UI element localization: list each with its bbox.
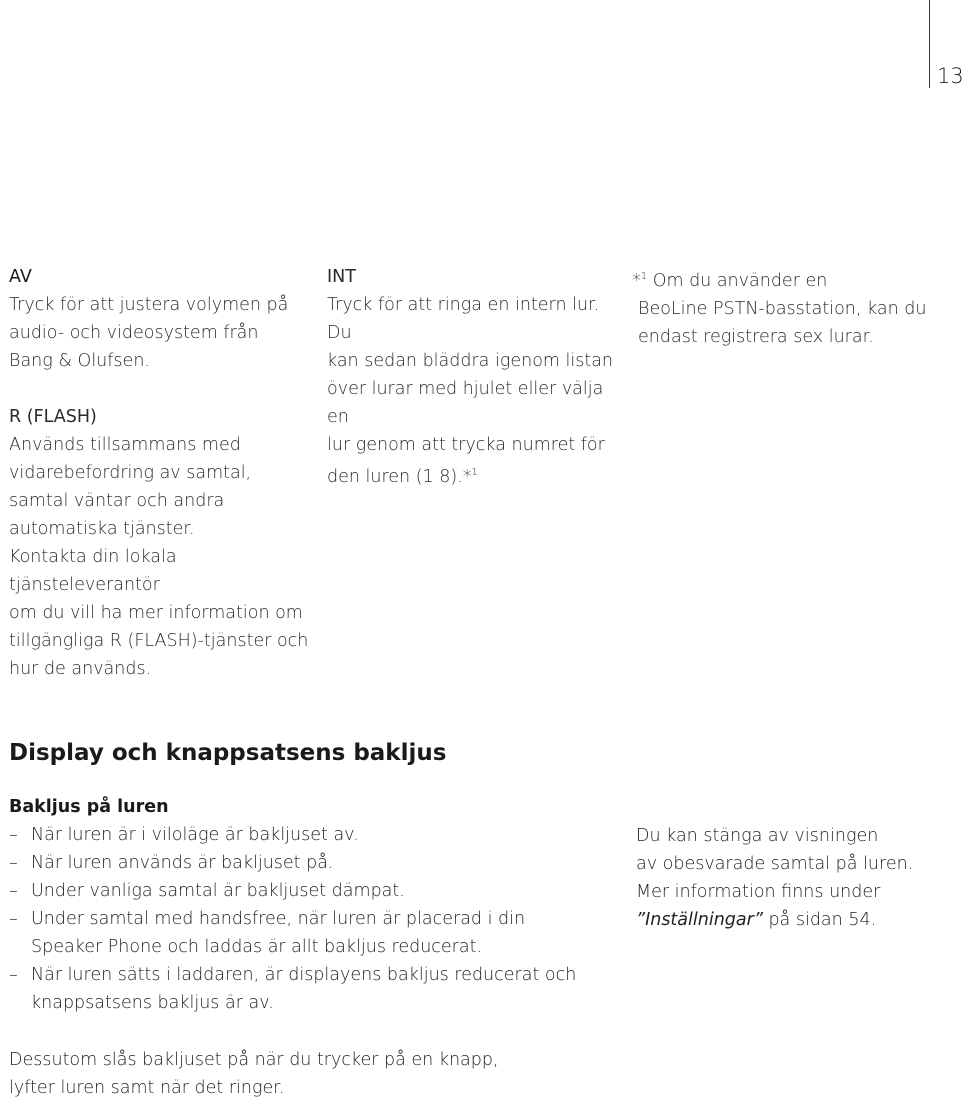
list-item: – Under vanliga samtal är bakljuset dämpat. <box>9 877 609 905</box>
page-number: 13 <box>937 64 964 88</box>
int-line: kan sedan bläddra igenom listan <box>327 351 614 371</box>
closing-line: Dessutom slås bakljuset på när du trycker på en knapp, <box>9 1050 499 1070</box>
column-av-rflash <box>9 263 309 683</box>
closing-line: lyfter luren samt när det ringer. <box>9 1078 285 1098</box>
int-line: den luren (1 8).* <box>327 467 472 487</box>
rflash-line: Används tillsammans med <box>9 435 241 455</box>
footnote-star: * <box>632 271 641 291</box>
int-line: Tryck för att ringa en intern lur. Du <box>327 295 600 343</box>
side-line: av obesvarade samtal på luren. <box>636 854 914 874</box>
column-int <box>327 263 627 491</box>
side-line: Mer information finns under <box>636 882 881 902</box>
backlight-list <box>9 793 609 1017</box>
column-footnote <box>632 263 932 351</box>
side-note: Du kan stänga av visningen av obesvarade samtal på luren. Mer information finns under ”Inställningar” på sidan 54. <box>636 822 913 934</box>
rflash-line: samtal väntar och andra <box>9 491 225 511</box>
dash-marker: – <box>9 825 18 845</box>
closing-paragraph <box>9 1046 499 1102</box>
section-heading: Display och knappsatsens bakljus <box>9 740 447 766</box>
dash-marker: – <box>9 909 18 929</box>
av-title: AV <box>9 267 32 287</box>
footnote-line: endast registrera sex lurar. <box>638 327 874 347</box>
footnote-ref: 1 <box>471 467 478 478</box>
list-item: – När luren sätts i laddaren, är displayens bakljus reducerat och knappsatsens bakljus är av. <box>9 961 609 1017</box>
rflash-line: automatiska tjänster. <box>9 519 195 539</box>
dash-marker: – <box>9 965 18 985</box>
av-line: Bang & Olufsen. <box>9 351 150 371</box>
rflash-line: om du vill ha mer information om <box>9 603 303 623</box>
av-line: Tryck för att justera volymen på <box>9 295 289 315</box>
rflash-line: Kontakta din lokala tjänsteleverantör <box>9 547 177 595</box>
rflash-line: tillgängliga R (FLASH)-tjänster och <box>9 631 309 651</box>
rflash-line: vidarebefordring av samtal, <box>9 463 252 483</box>
list-item: – När luren är i viloläge är bakljuset av. <box>9 821 609 849</box>
rflash-title: R (FLASH) <box>9 407 97 427</box>
footnote-sup: 1 <box>640 271 648 282</box>
rflash-line: hur de används. <box>9 659 152 679</box>
footnote-line: Om du använder en <box>647 271 828 291</box>
av-line: audio- och videosystem från <box>9 323 259 343</box>
header-rule <box>929 0 930 88</box>
side-line: Du kan stänga av visningen <box>636 826 879 846</box>
int-line: lur genom att trycka numret för <box>327 435 605 455</box>
list-item: – När luren används är bakljuset på. <box>9 849 609 877</box>
list-item: – Under samtal med handsfree, när luren är placerad i din Speaker Phone och laddas är allt bakljus reducerat. <box>9 905 609 961</box>
dash-marker: – <box>9 853 18 873</box>
settings-reference: ”Inställningar” <box>636 910 763 930</box>
subheading: Bakljus på luren <box>9 797 169 817</box>
dash-marker: – <box>9 881 18 901</box>
int-line: över lurar med hjulet eller välja en <box>327 379 604 427</box>
int-title: INT <box>327 267 356 287</box>
footnote-line: BeoLine PSTN-basstation, kan du <box>638 299 927 319</box>
